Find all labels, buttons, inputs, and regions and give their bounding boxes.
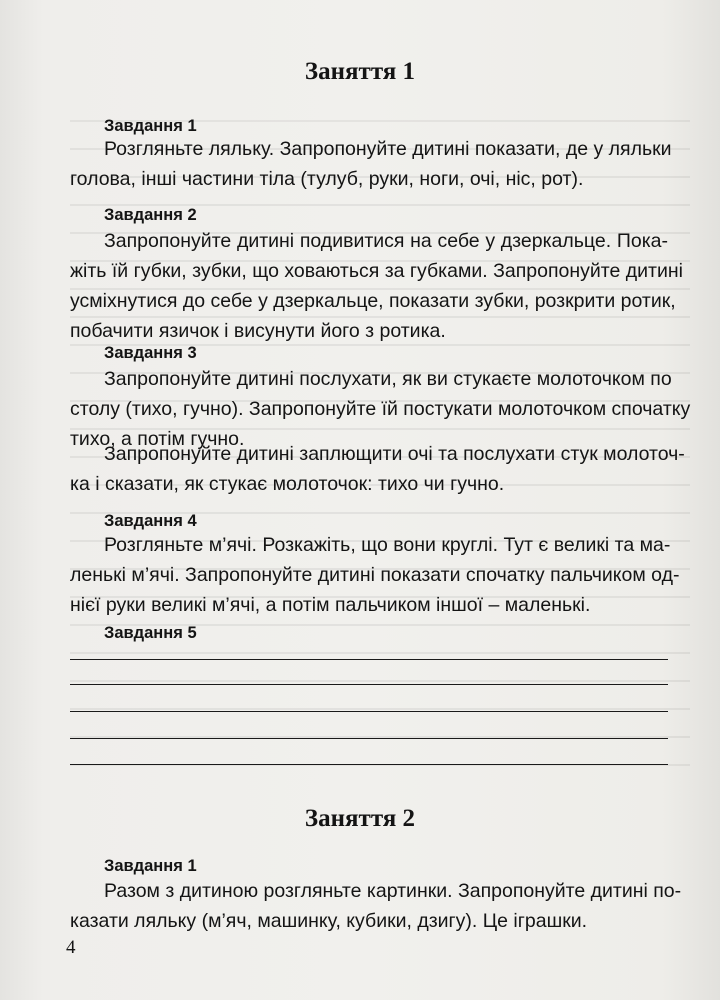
text-line: ка і сказати, як стукає молоточок: тихо чи гучно. bbox=[70, 473, 505, 495]
task-1-heading: Завдання 1 bbox=[104, 117, 197, 135]
page-number: 4 bbox=[66, 937, 76, 958]
answer-line bbox=[70, 764, 668, 765]
task-1-paragraph bbox=[70, 134, 672, 194]
task-2-heading: Завдання 2 bbox=[104, 206, 197, 224]
task-3-heading: Завдання 3 bbox=[104, 344, 197, 362]
text-line: Розгляньте м’ячі. Розкажіть, що вони круглі. Тут є великі та ма- bbox=[104, 534, 671, 556]
text-line: Запропонуйте дитині подивитися на себе у дзеркальце. Пока- bbox=[104, 230, 668, 252]
text-line: усміхнутися до себе у дзеркальце, показати зубки, розкрити ротик, bbox=[70, 290, 676, 312]
task-5-heading: Завдання 5 bbox=[104, 624, 197, 642]
text-line: тихо, а потім гучно. bbox=[70, 428, 245, 450]
task-3-paragraph-2 bbox=[70, 439, 685, 499]
task-4-paragraph bbox=[70, 530, 680, 620]
task-4-heading: Завдання 4 bbox=[104, 512, 197, 530]
text-line: Запропонуйте дитині послухати, як ви стукаєте молоточком по bbox=[104, 368, 672, 390]
text-line: ленькі м’ячі. Запропонуйте дитині показати спочатку пальчиком од- bbox=[70, 564, 680, 586]
lesson-1-title: Заняття 1 bbox=[304, 58, 416, 85]
text-line: казати ляльку (м’яч, машинку, кубики, дзигу). Це іграшки. bbox=[70, 910, 588, 932]
text-line: побачити язичок і висунути його з ротика. bbox=[70, 320, 446, 342]
text-line: нієї руки великі м’ячі, а потім пальчиком іншої – маленькі. bbox=[70, 594, 591, 616]
answer-line bbox=[70, 738, 668, 739]
text-line: голова, інші частини тіла (тулуб, руки, ноги, очі, ніс, рот). bbox=[70, 168, 584, 190]
text-line: столу (тихо, гучно). Запропонуйте їй постукати молоточком спочатку bbox=[70, 398, 691, 420]
lesson-2-title: Заняття 2 bbox=[304, 805, 416, 832]
answer-line bbox=[70, 684, 668, 685]
answer-line bbox=[70, 659, 668, 660]
lesson-2-task-1-heading: Завдання 1 bbox=[104, 857, 197, 875]
text-line: Розгляньте ляльку. Запропонуйте дитині показати, де у ляльки bbox=[104, 138, 672, 160]
task-2-paragraph bbox=[70, 226, 683, 346]
text-line: Запропонуйте дитині заплющити очі та послухати стук молоточ- bbox=[104, 443, 685, 465]
lesson-2-task-1-paragraph bbox=[70, 876, 682, 936]
text-line: жіть їй губки, зубки, що ховаються за губками. Запропонуйте дитині bbox=[70, 260, 683, 282]
answer-line bbox=[70, 711, 668, 712]
text-line: Разом з дитиною розгляньте картинки. Запропонуйте дитині по- bbox=[104, 880, 682, 902]
